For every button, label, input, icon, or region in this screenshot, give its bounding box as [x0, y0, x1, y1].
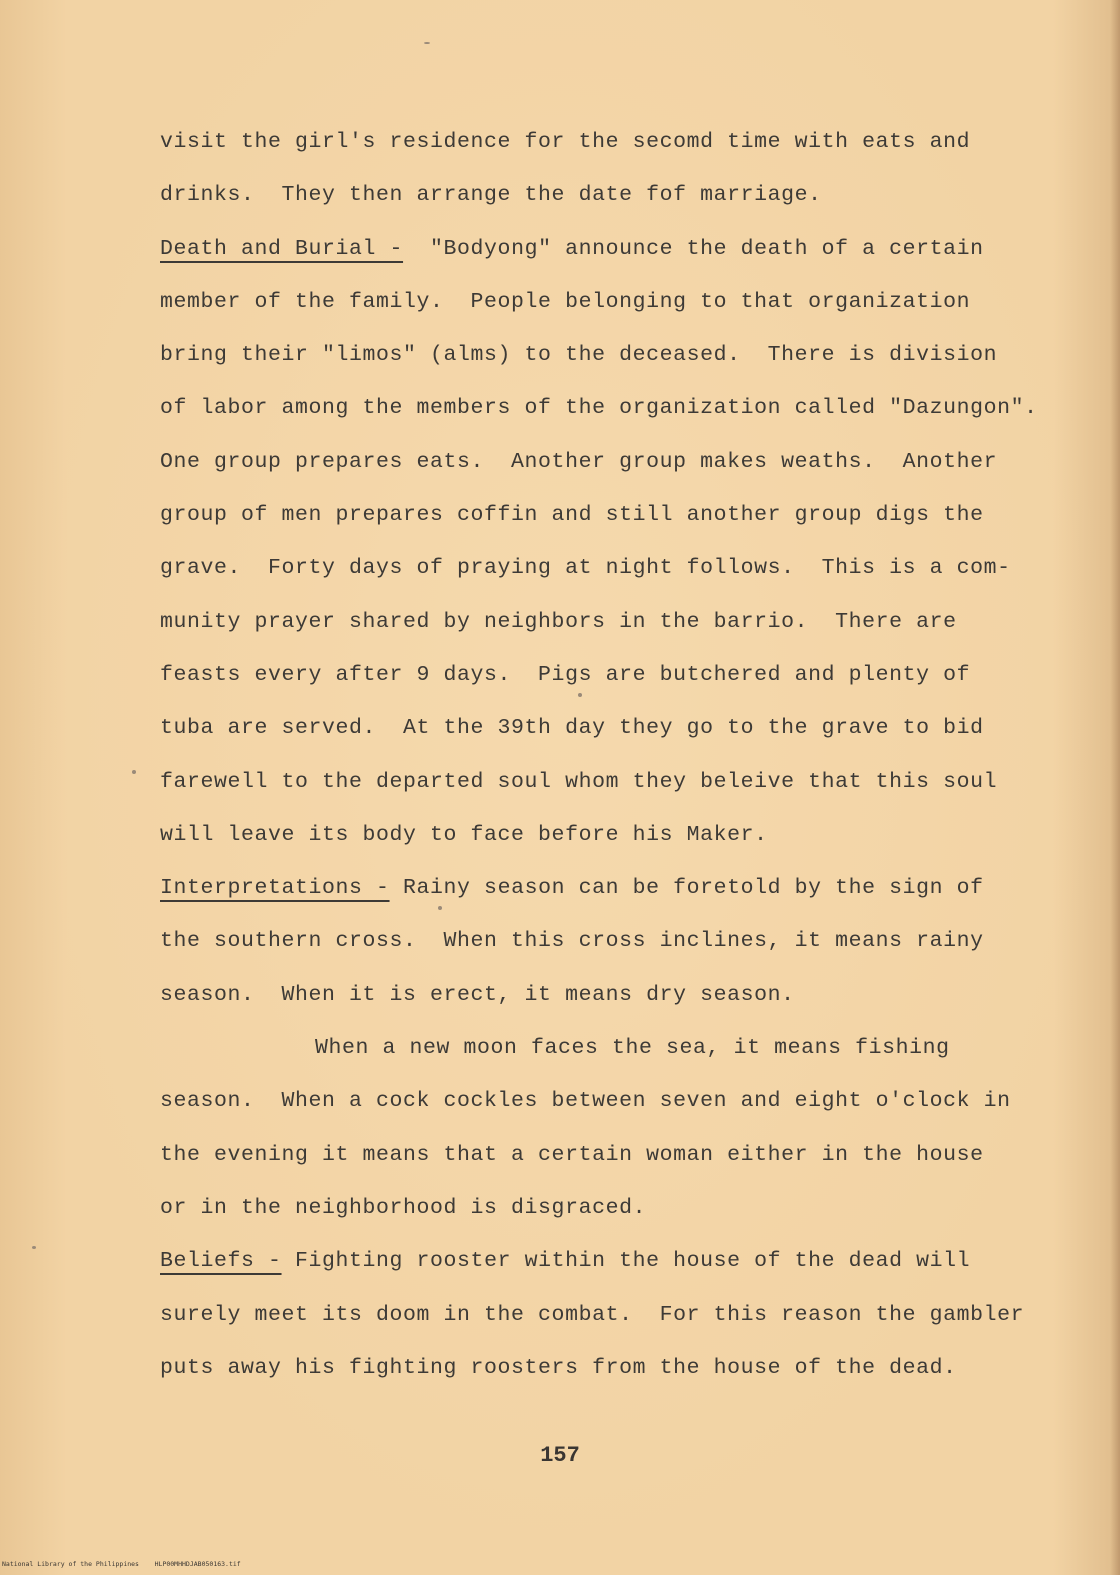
- text-line: munity prayer shared by neighbors in the barrio. There are: [160, 609, 957, 634]
- text-line: grave. Forty days of praying at night follows. This is a com-: [160, 556, 1011, 581]
- page-edge-shadow: [1110, 0, 1120, 1575]
- text-line: farewell to the departed soul whom they beleive that this soul: [160, 769, 998, 794]
- text-line: or in the neighborhood is disgraced.: [160, 1195, 647, 1220]
- section-heading-death-burial: Death and Burial -: [160, 236, 404, 261]
- text-line-indented: When a new moon faces the sea, it means fishing: [315, 1036, 950, 1061]
- text-line-rest: Fighting rooster within the house of the dead will: [281, 1249, 971, 1274]
- text-line: of labor among the members of the organization called "Dazungon".: [160, 396, 1038, 421]
- typed-text-body: [160, 116, 1040, 1395]
- text-line: drinks. They then arrange the date fof marriage.: [160, 183, 822, 208]
- archive-footer: National Library of the Philippines HLP00MHHDJAB050163.tif: [2, 1560, 241, 1568]
- text-line: One group prepares eats. Another group makes weaths. Another: [160, 449, 998, 474]
- text-line: puts away his fighting roosters from the house of the dead.: [160, 1355, 957, 1380]
- text-line: the evening it means that a certain woman either in the house: [160, 1142, 984, 1167]
- text-line: will leave its body to face before his Maker.: [160, 822, 768, 847]
- section-heading-beliefs: Beliefs -: [160, 1249, 282, 1274]
- page-number: 157: [540, 1443, 580, 1468]
- text-line: bring their "limos" (alms) to the deceased. There is division: [160, 343, 998, 368]
- text-line-heading: [160, 223, 1040, 276]
- text-line: group of men prepares coffin and still another group digs the: [160, 503, 984, 528]
- paper-speck: [32, 1246, 36, 1249]
- text-line-heading: [160, 862, 1040, 915]
- paper-speck: [424, 42, 430, 44]
- section-heading-interpretations: Interpretations -: [160, 876, 390, 901]
- text-line-heading: [160, 1235, 1040, 1288]
- text-line-rest: "Bodyong" announce the death of a certain: [403, 236, 984, 261]
- text-line: season. When it is erect, it means dry season.: [160, 982, 795, 1007]
- text-line: season. When a cock cockles between seven and eight o'clock in: [160, 1089, 1011, 1114]
- text-line: feasts every after 9 days. Pigs are butchered and plenty of: [160, 662, 971, 687]
- text-line: the southern cross. When this cross inclines, it means rainy: [160, 929, 984, 954]
- text-line: visit the girl's residence for the secomd time with eats and: [160, 130, 971, 154]
- text-line-rest: Rainy season can be foretold by the sign of: [389, 876, 984, 901]
- text-line: surely meet its doom in the combat. For this reason the gambler: [160, 1302, 1025, 1327]
- paper-speck: [132, 770, 136, 774]
- text-line: member of the family. People belonging to that organization: [160, 289, 971, 314]
- text-line: tuba are served. At the 39th day they go to the grave to bid: [160, 716, 984, 741]
